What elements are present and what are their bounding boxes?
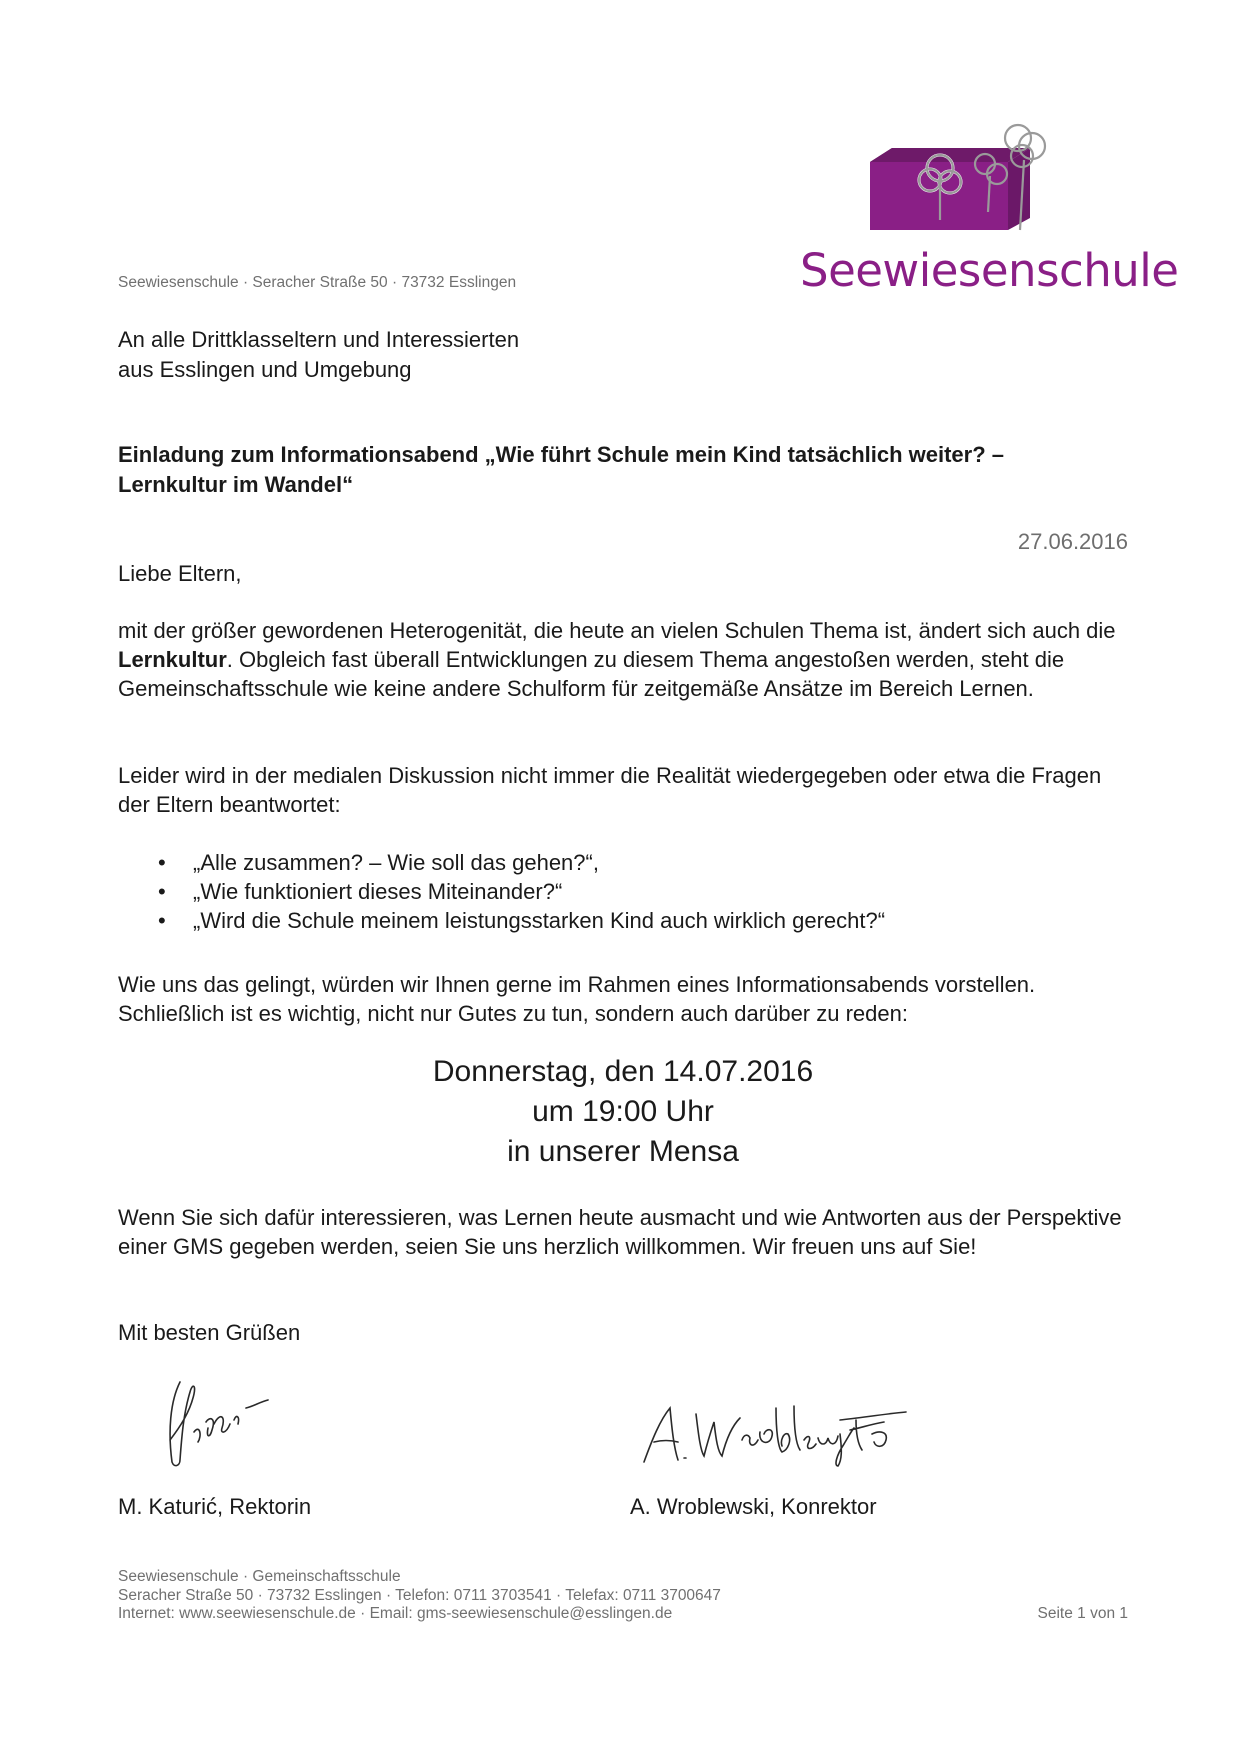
- body-paragraph-1: [118, 616, 1128, 703]
- sender-address-line: Seewiesenschule · Seracher Straße 50 · 73732 Esslingen: [118, 274, 517, 291]
- bullet-icon: •: [158, 850, 166, 875]
- letter-date: 27.06.2016: [1017, 529, 1128, 554]
- question-list: [118, 848, 1128, 935]
- emphasis-lernkultur: Lernkultur: [118, 647, 227, 672]
- recipient-block: [118, 325, 519, 385]
- body-paragraph-3: Wie uns das gelingt, würden wir Ihnen gerne im Rahmen eines Informationsabends vorstellen. Schließlich ist es wichtig, nicht nur Gutes zu tun, sondern auch darüber zu reden:: [118, 972, 1036, 1026]
- event-date: Donnerstag, den 14.07.2016: [432, 1055, 814, 1088]
- body-paragraph-2: Leider wird in der medialen Diskussion nicht immer die Realität wiedergegeben oder etwa die Fragen der Eltern beantwortet:: [118, 763, 1102, 817]
- salutation: Liebe Eltern,: [118, 561, 242, 586]
- list-item: [118, 848, 1128, 877]
- footer-line: Internet: www.seewiesenschule.de · Email: gms-seewiesenschule@esslingen.de: [118, 1605, 673, 1622]
- list-item: [118, 906, 1128, 935]
- event-location: in unserer Mensa: [507, 1135, 739, 1168]
- subject-text: Lernkultur im Wandel“: [118, 472, 354, 497]
- page-number: Seite 1 von 1: [1037, 1605, 1128, 1622]
- subject-line: [118, 440, 1128, 500]
- signatory-left: M. Katurić, Rektorin: [118, 1494, 312, 1519]
- bullet-icon: •: [158, 879, 166, 904]
- list-item-text: „Wird die Schule meinem leistungsstarken Kind auch wirklich gerecht?“: [193, 908, 886, 933]
- event-time: um 19:00 Uhr: [532, 1095, 714, 1128]
- logo-graphic: [800, 120, 1140, 250]
- signatory-right: A. Wroblewski, Konrektor: [630, 1494, 877, 1519]
- recipient-line: aus Esslingen und Umgebung: [118, 357, 412, 382]
- subject-text: Einladung zum Informationsabend „Wie führt Schule mein Kind tatsächlich weiter? –: [118, 442, 1005, 467]
- footer-line: Seewiesenschule · Gemeinschaftsschule: [118, 1568, 401, 1585]
- list-item: [118, 877, 1128, 906]
- signature-katuric: [150, 1372, 280, 1472]
- page-footer: [118, 1568, 721, 1624]
- paragraph-text: . Obgleich fast überall Entwicklungen zu diesem Thema angestoßen werden, steht die Gemeinschaftsschule wie keine andere Schulform für zeitgemäße Ansätze im Bereich Lernen.: [118, 647, 1065, 701]
- recipient-line: An alle Drittklasseltern und Interessierten: [118, 327, 520, 352]
- closing-phrase: Mit besten Grüßen: [118, 1320, 301, 1345]
- body-paragraph-4: Wenn Sie sich dafür interessieren, was Lernen heute ausmacht und wie Antworten aus der Perspektive einer GMS gegeben werden, seien Sie uns herzlich willkommen. Wir freuen uns auf Sie!: [118, 1205, 1122, 1259]
- footer-line: Seracher Straße 50 · 73732 Esslingen · Telefon: 0711 3703541 · Telefax: 0711 3700647: [118, 1586, 721, 1604]
- signature-wroblewski: [640, 1400, 910, 1470]
- school-logo: [800, 120, 1179, 310]
- list-item-text: „Alle zusammen? – Wie soll das gehen?“,: [193, 850, 599, 875]
- bullet-icon: •: [158, 908, 166, 933]
- logo-text: Seewiesenschule: [800, 244, 1179, 297]
- paragraph-text: mit der größer gewordenen Heterogenität, die heute an vielen Schulen Thema ist, ändert sich auch die: [118, 618, 1116, 643]
- list-item-text: „Wie funktioniert dieses Miteinander?“: [193, 879, 563, 904]
- event-details: [118, 1052, 1128, 1172]
